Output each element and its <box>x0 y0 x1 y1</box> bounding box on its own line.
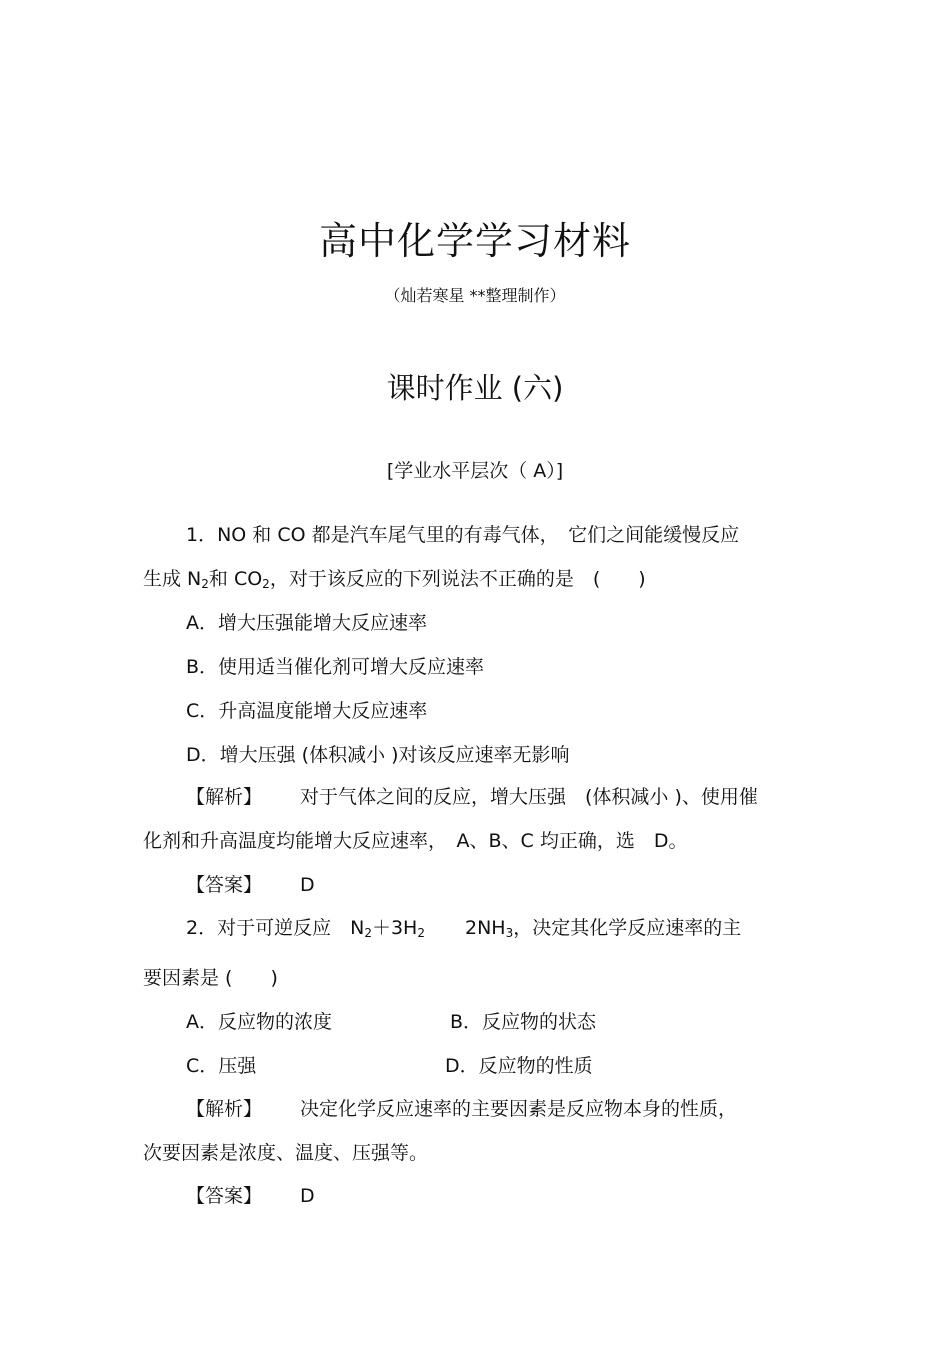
q2-stem-text-b: ＋3H <box>371 917 418 939</box>
q1-subscript-2: 2 <box>262 577 270 591</box>
q2-option-c: C．压强 <box>186 1055 257 1077</box>
q1-analysis-line2: 化剂和升高温度均能增大反应速率， A、B、C 均正确，选 D。 <box>143 830 688 852</box>
q1-answer: D <box>300 874 315 896</box>
q1-subscript-1: 2 <box>201 577 209 591</box>
q2-analysis-label: 【解析】 <box>186 1098 263 1120</box>
q2-subscript-1: 2 <box>364 926 372 940</box>
q2-option-d: D．反应物的性质 <box>445 1055 593 1077</box>
q1-option-b: B．使用适当催化剂可增大反应速率 <box>186 656 485 678</box>
q2-option-b: B．反应物的状态 <box>450 1011 597 1033</box>
q2-answer: D <box>300 1185 315 1207</box>
q2-answer-label: 【答案】 <box>186 1185 263 1207</box>
q2-stem-text-c: 2NH <box>464 917 506 939</box>
q2-analysis-line2: 次要因素是浓度、温度、压强等。 <box>143 1142 429 1164</box>
q1-stem-text-c: ，对于该反应的下列说法不正确的是 ( ) <box>269 568 646 590</box>
q2-subscript-2: 2 <box>417 926 425 940</box>
q2-stem-line1 <box>186 915 741 941</box>
document-title: 高中化学学习材料 <box>318 219 631 263</box>
q2-option-a: A．反应物的浓度 <box>186 1011 332 1033</box>
q2-stem-text-d: ，决定其化学反应速率的主 <box>513 917 742 939</box>
q1-stem-line2 <box>143 566 646 592</box>
q1-analysis-label: 【解析】 <box>186 786 263 808</box>
q2-stem-text-a: 2．对于可逆反应 N <box>186 917 365 939</box>
q1-option-c: C．升高温度能增大反应速率 <box>186 700 428 722</box>
q1-stem-text-a: 生成 N <box>143 568 202 590</box>
homework-title: 课时作业 (六) <box>386 371 564 405</box>
level-heading: [学业水平层次（ A）] <box>386 460 564 482</box>
q1-analysis-line1: 对于气体之间的反应，增大压强 (体积减小 )、使用催 <box>300 786 758 808</box>
q1-answer-label: 【答案】 <box>186 874 263 896</box>
q2-stem-line2: 要因素是 ( ) <box>143 967 278 989</box>
q1-option-a: A．增大压强能增大反应速率 <box>186 612 427 634</box>
q2-subscript-3: 3 <box>505 926 514 940</box>
q1-option-d: D．增大压强 (体积减小 )对该反应速率无影响 <box>186 744 570 766</box>
q2-analysis-line1: 决定化学反应速率的主要因素是反应物本身的性质， <box>300 1098 738 1120</box>
q1-stem-line1: 1．NO 和 CO 都是汽车尾气里的有毒气体， 它们之间能缓慢反应 <box>186 524 740 546</box>
document-subtitle: （灿若寒星 **整理制作） <box>384 286 566 305</box>
q1-stem-text-b: 和 CO <box>208 568 263 590</box>
